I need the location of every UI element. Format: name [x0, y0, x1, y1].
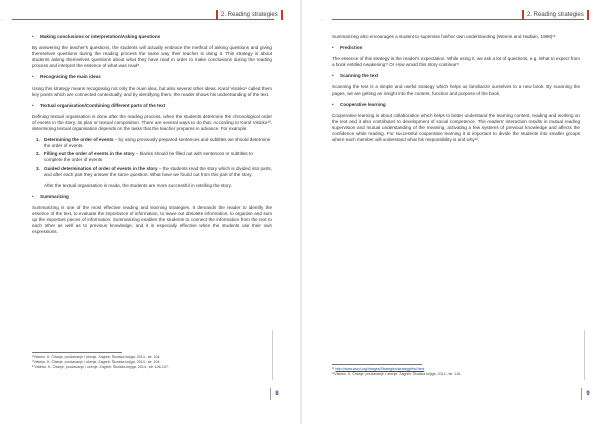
footnote: ⁸Visinko, K. Čitanje, poučavanje i učenje. Zagreb: Školska knjiga, 2014., str. 104. — [32, 355, 161, 359]
paragraph: By answering the teacher's questions, the students will actually embrace the method of asking questions and giving themselves questions during the reading process the same way their teacher is doing it. This strategy is about students asking themselves questions about what they have read in order to make conclusions during the reading process and interpret the essence of what was read⁸. — [32, 45, 272, 69]
section-heading: • Scanning the text — [332, 73, 580, 79]
page-number: 8 — [270, 388, 283, 400]
list-number: 3. — [36, 165, 40, 171]
list-number: 1. — [36, 137, 40, 143]
footnote-rule — [332, 364, 422, 365]
list-item-text: – blanks should be filled out with sentences or subtitles to complete the order of events — [44, 151, 253, 163]
paragraph: Cooperative learning is about collaboration which helps to better understand the learning content, reading and working on the text and it also contributes to development of social competence. The readers' interaction results in mutual reading supervision and mutual understanding of the meaning, activating a few systems of previous knowledge and affects the confidence while reading. For successful cooperative learning it is important to divide the students into smaller groups where each member will understand what his responsibility is and why¹². — [332, 112, 580, 143]
footnotes — [332, 367, 461, 377]
footnote: ¹²Visinko, K. Čitanje, poučavanje i učenje. Zagreb: Školska knjiga, 2014., str. 116. — [332, 372, 462, 377]
paragraph: Summarizing also encourages a student to supervise his/her own understanding (Wenne and Hadwin, 1998)¹¹. — [332, 34, 557, 39]
right-page — [300, 0, 600, 424]
section-heading: • Cooperative learning — [332, 102, 580, 108]
list-number: 2. — [36, 151, 40, 157]
paragraph: Scanning the text is a simple and useful strategy which helps us familiarize ourselves to a new book. By scanning the pages, we are getting an insight into the content, function and purpose of the book. — [332, 84, 580, 96]
list-item-title: Filling out the order of events in the story — [44, 151, 135, 157]
section-heading: • Recognising the main ideas — [32, 74, 272, 80]
running-header: 2. Reading strategies — [216, 10, 283, 20]
running-header: 2. Reading strategies — [522, 10, 589, 20]
page-number: 9 — [581, 388, 594, 400]
margin-line — [272, 330, 273, 380]
list-item-text: – by using previously prepared sentences and subtitles we should determine the order of events. — [44, 137, 271, 149]
page-gutter — [300, 0, 302, 424]
section-heading: • Making conclusions or interpretation/Asking questions — [32, 34, 272, 40]
paragraph: The essence of this strategy is the reader's expectation. While using it, we ask a lot of questions, e.g. What to expect from a book entitled Awakening? Or How would this story continue? — [332, 56, 580, 68]
paragraph: Using this strategy means recognising not only the main idea, but also several other ideas. Karol Visinko⁹ called them key points which are connected contextually, and by identifying them, the reader shows his understanding of the text. — [32, 85, 272, 97]
footnote-marker: ¹¹ — [332, 367, 336, 371]
right-page-body — [332, 34, 580, 148]
section-heading: • Textual organisation/Combining different parts of the text — [32, 103, 272, 109]
footnotes — [32, 355, 169, 371]
list-item — [32, 151, 272, 163]
list-item — [32, 166, 272, 178]
list-item — [32, 137, 272, 149]
list-item-title: Guided determination of order of events in the story — [44, 165, 158, 171]
numbered-list — [32, 137, 272, 178]
paragraph: After the textual organisation is made, the students are more successful in retelling the story. — [44, 182, 232, 188]
footnote-rule — [32, 352, 122, 353]
list-item-text: – the students read the story which is divided into parts, and after each part they answer the same question: What have we found out from this part of the story. — [44, 165, 272, 177]
footnote: ¹⁰Visinko, K. Čitanje, poučavanje i učenje. Zagreb: Školska knjiga, 2014., str. 106-107. — [32, 365, 169, 370]
left-page-body — [32, 34, 272, 240]
list-item-title: Determining the order of events — [44, 137, 114, 143]
margin-line — [584, 330, 585, 380]
section-heading: • Prediction — [332, 45, 580, 51]
footnote: ⁹Visinko, K. Čitanje, poučavanje i učenje. Zagreb: Školska knjiga, 2014., str. 104. — [32, 360, 161, 365]
section-heading: • Summarizing — [32, 194, 272, 200]
footnote-link[interactable]: http://www.ascd.org/Images/Strategies/strategy/fnd.html — [335, 367, 425, 371]
paragraph: Defining textual organisation is done after the reading process, when the students determine the chronological order of events in the story, its plan or textual composition. There are several ways to do that. According to Karol Visinko¹⁰, determining textual organisation depends on the tasks that the teacher prepares in advance. For example: — [32, 113, 272, 132]
paragraph: Summarizing is one of the most effective reading and learning strategies. It demands the reader to identify the essence of the text, to evaluate the importance of information, to leave out obsolete information, to organise and sum up the important pieces of information. Summarizing enables the students to connect the information from the text to each other as well as to previous knowledge, and it is especially effective when the students use their own expressions. — [32, 204, 272, 235]
